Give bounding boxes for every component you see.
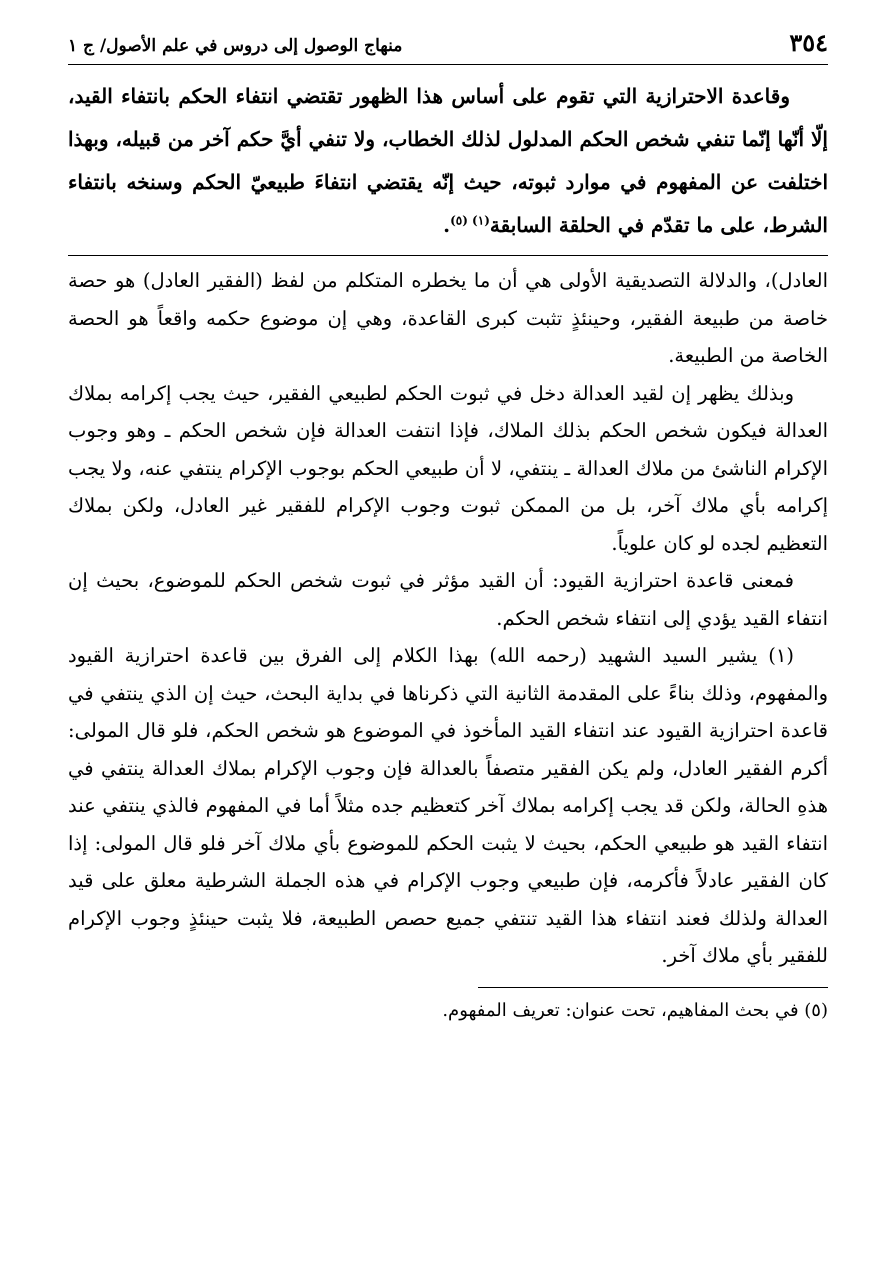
endnote: (٥) في بحث المفاهيم، تحت عنوان: تعريف المفهوم. <box>442 999 828 1021</box>
main-paragraph: وقاعدة الاحترازية التي تقوم على أساس هذا الظهور تقتضي انتفاء الحكم بانتفاء القيد، إلّا أنّها إنّما تنفي شخص الحكم المدلول لذلك الخطاب، ولا تنفي أيَّ حكم آخر من قبيله، وبهذا اختلفت عن المفهوم في موارد ثبوته، حيث إنّه يقتضي انتفاءَ طبيعيّ الحكم وسنخه بانتفاء الشرط، على ما تقدّم في الحلقة السابقة$^{(١) (٥)}$. <box>68 84 828 237</box>
main-paragraph-text: وقاعدة الاحترازية التي تقوم على أساس هذا الظهور تقتضي انتفاء الحكم بانتفاء القيد، إلّا أنّها إنّما تنفي شخص الحكم المدلول لذلك الخطاب، ولا تنفي أيَّ حكم آخر من قبيله، وبهذا اختلفت عن المفهوم في موارد ثبوته، حيث إنّه يقتضي انتفاءَ طبيعيّ الحكم وسنخه بانتفاء الشرط، على ما تقدّم في الحلقة السابقة <box>68 84 828 237</box>
main-text <box>68 75 828 247</box>
page-number: ٣٥٤ <box>789 28 828 57</box>
footnote-separator <box>68 255 828 256</box>
page-header <box>68 28 828 62</box>
footnote-paragraph: وبذلك يظهر إن لقيد العدالة دخل في ثبوت الحكم لطبيعي الفقير، حيث يجب إكرامه بملاك العدالة فيكون شخص الحكم بذلك الملاك، فإذا انتفت العدالة فإن شخص الحكم ـ وهو وجوب الإكرام الناشئ من ملاك العدالة ـ ينتفي، لا أن طبيعي الحكم بوجوب الإكرام ينتفي عنه، ولا يجب إكرامه بأي ملاك آخر، بل من الممكن ثبوت وجوب الإكرام للفقير غير العادل، ولكن بملاك التعظيم لجده لو كان علوياً. <box>68 381 828 555</box>
footnote-paragraph: العادل)، والدلالة التصديقية الأولى هي أن ما يخطره المتكلم من لفظ (الفقير العادل) هو حصة خاصة من طبيعة الفقير، وحينئذٍ تثبت كبرى القاعدة، وهي إن موضوع حكمه واقعاً هو الحصة الخاصة من الطبيعة. <box>68 269 828 367</box>
book-page <box>68 28 828 1026</box>
footnote-paragraph: (١) يشير السيد الشهيد (رحمه الله) بهذا الكلام إلى الفرق بين قاعدة احترازية القيود والمفهوم، وذلك بناءً على المقدمة الثانية التي ذكرناها في بداية البحث، حيث إن الذي ينتفي في قاعدة احترازية القيود عند انتفاء القيد المأخوذ في الموضوع هو شخص الحكم، فلو قال المولى: أكرم الفقير العادل، ولم يكن الفقير متصفاً بالعدالة فإن وجوب الإكرام بملاك العدالة ينتفي في هذهِ الحالة، ولكن قد يجب إكرامه بملاك آخر كتعظيم جده مثلاً أما في المفهوم فالذي ينتفي عند انتفاء القيد هو طبيعي الحكم، بحيث لا يثبت الحكم للموضوع بأي ملاك آخر فلو قال المولى: إذا كان الفقير عادلاً فأكرمه، فإن طبيعي وجوب الإكرام في هذه الجملة الشرطية معلق على قيد العدالة ولذلك فعند انتفاء هذا القيد تنتفي جميع حصص الطبيعة، فلا يثبت حينئذٍ وجوب الإكرام للفقير بأي ملاك آخر. <box>68 644 828 967</box>
footnote-paragraph: فمعنى قاعدة احترازية القيود: أن القيد مؤثر في ثبوت شخص الحكم للموضوع، بحيث إن انتفاء القيد يؤدي إلى انتفاء شخص الحكم. <box>68 569 828 630</box>
footnotes <box>68 262 828 975</box>
running-title: منهاج الوصول إلى دروس في علم الأصول/ ج ١ <box>68 36 403 56</box>
header-rule <box>68 64 828 65</box>
endnote-separator <box>478 987 828 988</box>
footnote-reference: (١) (٥) <box>450 213 490 228</box>
